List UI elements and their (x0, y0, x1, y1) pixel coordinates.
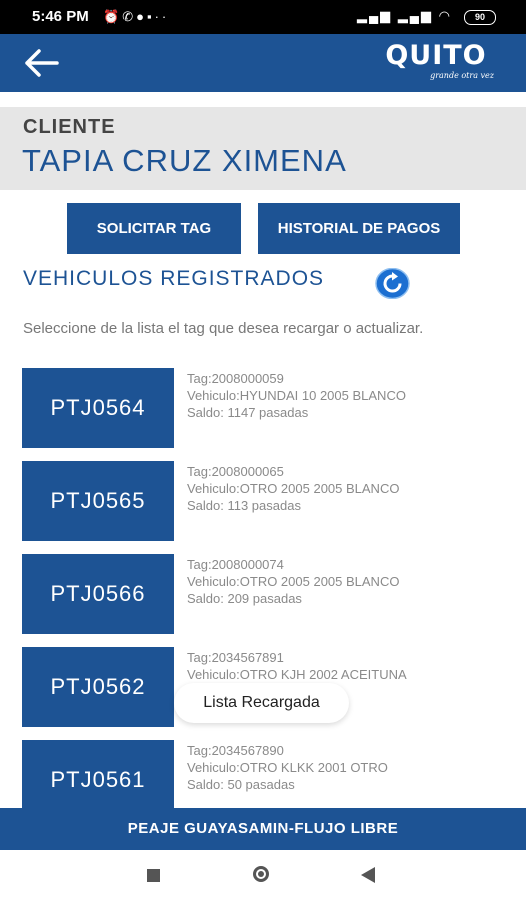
battery-icon: 90 (464, 10, 496, 25)
client-label: CLIENTE (23, 116, 116, 138)
app-icon: ▪ (146, 9, 155, 24)
vehicle-tag: Tag:2034567891 (187, 650, 284, 665)
vehicle-plate[interactable]: PTJ0565 (22, 461, 174, 541)
alarm-icon: ⏰ (103, 9, 123, 24)
status-bar (0, 0, 526, 34)
vehicle-list-item[interactable] (22, 368, 522, 448)
vehicle-plate[interactable]: PTJ0561 (22, 740, 174, 808)
more-dots-icon: ·· (154, 9, 170, 24)
back-arrow-icon-svg (24, 48, 60, 78)
vehicle-list[interactable] (0, 368, 526, 808)
back-triangle-icon[interactable] (361, 867, 375, 883)
vehicle-tag: Tag:2034567890 (187, 743, 284, 758)
back-arrow-icon[interactable] (24, 48, 64, 80)
vehicle-tag: Tag:2008000065 (187, 464, 284, 479)
vehicles-section-title: VEHICULOS REGISTRADOS (23, 267, 325, 290)
refresh-icon[interactable] (375, 268, 410, 299)
request-tag-button[interactable]: SOLICITAR TAG (67, 203, 241, 254)
vehicle-balance: Saldo: 113 pasadas (187, 498, 301, 513)
instructions-text: Seleccione de la lista el tag que desea recargar o actualizar. (23, 320, 424, 337)
vehicle-description: Vehiculo:OTRO 2005 2005 BLANCO (187, 481, 400, 496)
wifi-icon: ◠ (438, 8, 452, 23)
logo-brand: QUITO (385, 40, 487, 71)
payment-history-button[interactable]: HISTORIAL DE PAGOS (258, 203, 460, 254)
vehicle-info (187, 742, 388, 793)
vehicle-description: Vehiculo:OTRO KLKK 2001 OTRO (187, 760, 388, 775)
toast-message: Lista Recargada (174, 683, 349, 723)
vehicle-info (187, 463, 399, 514)
app-bar (0, 34, 526, 92)
recents-square-icon[interactable] (147, 869, 160, 882)
logo-tagline: grande otra vez (430, 71, 494, 80)
quito-logo (372, 41, 500, 85)
status-time: 5:46 PM (32, 8, 89, 25)
footer-banner: PEAJE GUAYASAMIN-FLUJO LIBRE (0, 808, 526, 850)
facebook-icon: ● (136, 9, 147, 24)
home-circle-icon[interactable] (253, 866, 269, 882)
client-name: TAPIA CRUZ XIMENA (22, 143, 347, 178)
vehicle-plate[interactable]: PTJ0566 (22, 554, 174, 634)
vehicle-balance: Saldo: 1147 pasadas (187, 405, 309, 420)
vehicle-info (187, 649, 407, 683)
vehicle-list-item[interactable] (22, 554, 522, 634)
client-header (0, 107, 526, 190)
vehicle-balance: Saldo: 209 pasadas (187, 591, 302, 606)
phone-icon: ✆ (122, 9, 137, 24)
vehicle-plate[interactable]: PTJ0564 (22, 368, 174, 448)
vehicle-balance: Saldo: 50 pasadas (187, 777, 295, 792)
vehicle-info (187, 556, 399, 607)
status-notification-icons (103, 9, 169, 25)
signal-icon: ▂▄▆ (356, 8, 393, 23)
vehicle-tag: Tag:2008000059 (187, 371, 284, 386)
vehicle-description: Vehiculo:HYUNDAI 10 2005 BLANCO (187, 388, 406, 403)
vehicle-tag: Tag:2008000074 (187, 557, 284, 572)
vehicle-info (187, 370, 406, 421)
status-system-icons (357, 8, 452, 24)
vehicle-list-item[interactable] (22, 461, 522, 541)
vehicle-list-item[interactable] (22, 740, 522, 808)
signal-icon: ▂▄▆ (397, 8, 434, 23)
vehicle-description: Vehiculo:OTRO 2005 2005 BLANCO (187, 574, 400, 589)
refresh-icon-svg (375, 268, 410, 299)
vehicle-plate[interactable]: PTJ0562 (22, 647, 174, 727)
vehicle-description: Vehiculo:OTRO KJH 2002 ACEITUNA (187, 667, 407, 682)
